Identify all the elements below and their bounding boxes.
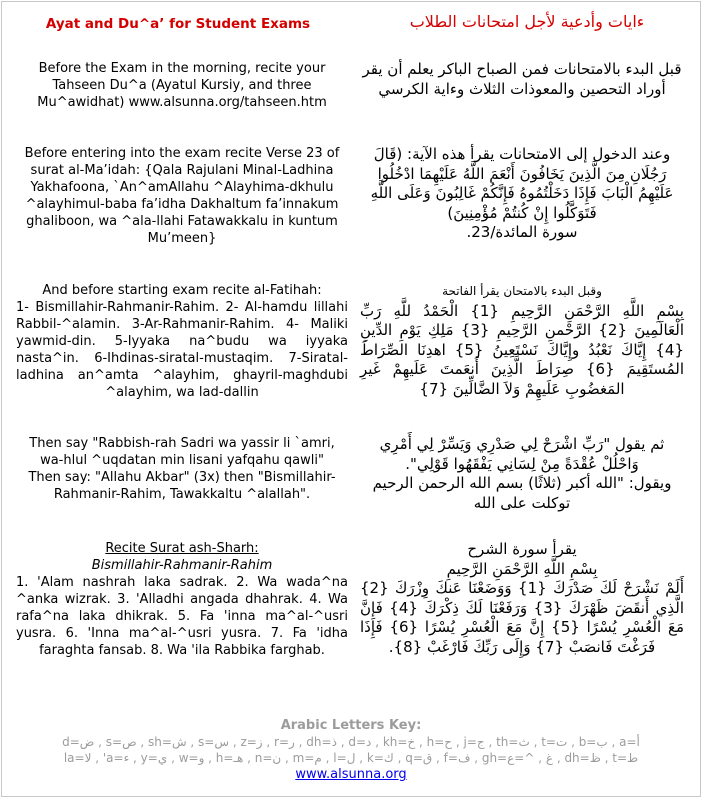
section-sharh-arabic: [354, 540, 700, 659]
section-sharh-english: [2, 540, 354, 659]
maidah-verse-ar: وعند الدخول إلى الامتحانات يقرأ هذه الآية: (قَالَ رَجُلَانِ مِنَ الَّذِينَ يَخَافُونَ أَنْعَمَ اللَّهُ عَلَيْهِمَا ادْخُلُوا عَلَيْهِمُ الْبَابَ فَإِذَا دَخَلْتُمُوهُ فَإِنَّكُمْ غَالِبُونَ وَعَلَى اللَّهِ فَتَوَكَّلُوا إِنْ كُنتُمْ مُؤْمِنِينَ): [370, 145, 674, 222]
section-tahseen: [2, 60, 700, 111]
fatihah-intro-en: And before starting exam recite al-Fatihah:: [42, 283, 322, 298]
section-fatihah-arabic: [354, 282, 700, 401]
section-dua: [2, 435, 700, 513]
section-fatihah: [2, 282, 700, 401]
sharh-text-en: 1. 'Alam nashrah laka sadrak. 2. Wa wada^na ^anka wizrak. 3. 'Alladhi angada dhahrak. 4. Wa rafa^na laka dhikrak. 5. Fa 'inna ma^al-^usri yusra. 6. 'Inna ma^al-^usri yusra. 7. Fa 'idha faraghta fansab. 8. Wa 'ila Rabbika farghab.: [16, 575, 348, 658]
section-dua-arabic: [354, 435, 700, 513]
header: [2, 2, 700, 42]
section-maidah-english: [2, 145, 354, 247]
maidah-text-en: Before entering into the exam recite Verse 23 of surat al-Ma’idah: {Qala Rajulani Minal-Ladhina Yakhafoona, `An^amAllahu ^Alayhima-dkhulu ^alayhimul-baba fa’idha Dakhaltum fa’innakum ghaliboon, wa ^ala-llahi Fatawakkalu in kuntum Mu’meen}: [24, 146, 340, 246]
dua-rabbish-en: Then say "Rabbish-rah Sadri wa yassir li `amri, wa-hlul ^uqdatan min lisani yafqahu qawli": [29, 436, 335, 468]
fatihah-text-en: 1- Bismillahir-Rahmanir-Rahim. 2- Al-hamdu lillahi Rabbil-^alamin. 3-Ar-Rahmanir-Rahim. 4- Maliki yawmid-din. 5-Iyyaka na^budu wa iyyaka nasta^in. 6-Ihdinas-siratal-mustaqim. 7-Siratal-ladhina an^amta ^alayhim, ghayril-maghdubi ^alayhim, wa lad-dallin: [16, 300, 348, 400]
title-arabic: ءايات وأدعية لأجل امتحانات الطلاب: [409, 12, 645, 31]
key-line-2: la=لا , 'a=ء , y=ي , w=و , h=هـ , n=ن , m=م , l=ل , k=ك , q=ق , f=ف , gh=غ , ^=ع , dh=ظ , t=ط: [63, 751, 639, 765]
section-dua-english: [2, 435, 354, 513]
section-maidah: [2, 145, 700, 247]
key-line-1: d=ض , s=ص , sh=ش , s=س , z=ز , r=ر , dh=ذ , d=د , kh=خ , h=ح , j=ج , th=ث , t=ت , b=ب , a=أ: [62, 735, 640, 749]
page: [1, 1, 701, 797]
sharh-basmala-ar: بِسْمِ اللَّهِ الرَّحْمَنِ الرَّحِيمِ: [446, 559, 598, 578]
sharh-text-ar: أَلَمْ نَشْرَحْ لَكَ صَدْرَكَ {1} وَوَضَعْنَا عَنكَ وِزْرَكَ {2} الَّذِي أَنقَضَ ظَهْرَكَ {3} وَرَفَعْنَا لَكَ ذِكْرَكَ {4} فَإِنَّ مَعَ الْعُسْرِ يُسْرًا {5} إِنَّ مَعَ الْعُسْرِ يُسْرًا {6} فَإِذَا فَرَغْتَ فَانصَبْ {7} وَإِلَى رَبِّكَ فَارْغَبْ {8}.: [360, 579, 684, 656]
sharh-basmala-en: Bismillahir-Rahmanir-Rahim: [91, 558, 273, 573]
sharh-title-en: Recite Surat ash-Sharh:: [105, 541, 259, 556]
fatihah-intro-ar: وقبل البدء بالامتحان يقرأ الفاتحة: [442, 284, 602, 298]
section-tahseen-english: [2, 60, 354, 111]
maidah-ref-ar: سورة المائدة/23.: [466, 223, 578, 241]
title-english: Ayat and Du^a’ for Student Exams: [45, 16, 311, 32]
dua-takbir-en: Then say: "Allahu Akbar" (3x) then "Bismillahir-Rahmanir-Rahim, Tawakkaltu ^alallah".: [28, 470, 336, 502]
section-fatihah-english: [2, 282, 354, 401]
arabic-letters-key: [2, 718, 700, 783]
section-sharh: [2, 540, 700, 659]
fatihah-text-ar: بِسْمِ اللَّهِ الرَّحْمَنِ الرَّحِيمِ {1} الْحَمْدُ للَّهِ رَبِّ الْعَالَمِينَ {2} الرَّحْمنِ الرَّحِيمِ {3} مَلِكِ يَوْمِ الدِّينِ {4} إِيَّاكَ نَعْبُدُ وإِيَّاكَ نَسْتَعِينُ {5} اهدِنَا الصِّرَاطَ المُستَقِيمَ {6} صِرَاطَ الَّذِينَ أَنعَمتَ عَلَيهِمْ غَيرِ المَغضُوبِ عَلَيهِمْ وَلاَ الضَّالِّينَ {7}: [360, 301, 685, 398]
dua-rabbish-ar: ثم يقول "رَبِّ اشْرَحْ لِي صَدْرِي وَيَسِّرْ لِي أَمْرِي وَاحْلُلْ عُقْدَةً مِنْ لِسَانِي يَفْقَهُوا قَوْلِي".: [379, 435, 665, 473]
sharh-title-ar: يقرأ سورة الشرح: [467, 540, 577, 558]
key-title: Arabic Letters Key:: [280, 718, 422, 733]
dua-takbir-ar: ويقول: "الله أكبر (ثلاثًا) بسم الله الرحمن الرحيم توكلت على الله: [372, 474, 672, 512]
section-tahseen-arabic: [354, 60, 700, 111]
site-link[interactable]: www.alsunna.org: [295, 767, 407, 782]
section-maidah-arabic: [354, 145, 700, 247]
tahseen-text-ar: قبل البدء بالامتحانات فمن الصباح الباكر يعلم أن يقر أوراد التحصين والمعوذات الثلاث وءاية الكرسي: [362, 60, 682, 98]
tahseen-text-en: Before the Exam in the morning, recite your Tahseen Du^a (Ayatul Kursiy, and three Mu^awidhat) www.alsunna.org/tahseen.htm: [37, 61, 327, 110]
